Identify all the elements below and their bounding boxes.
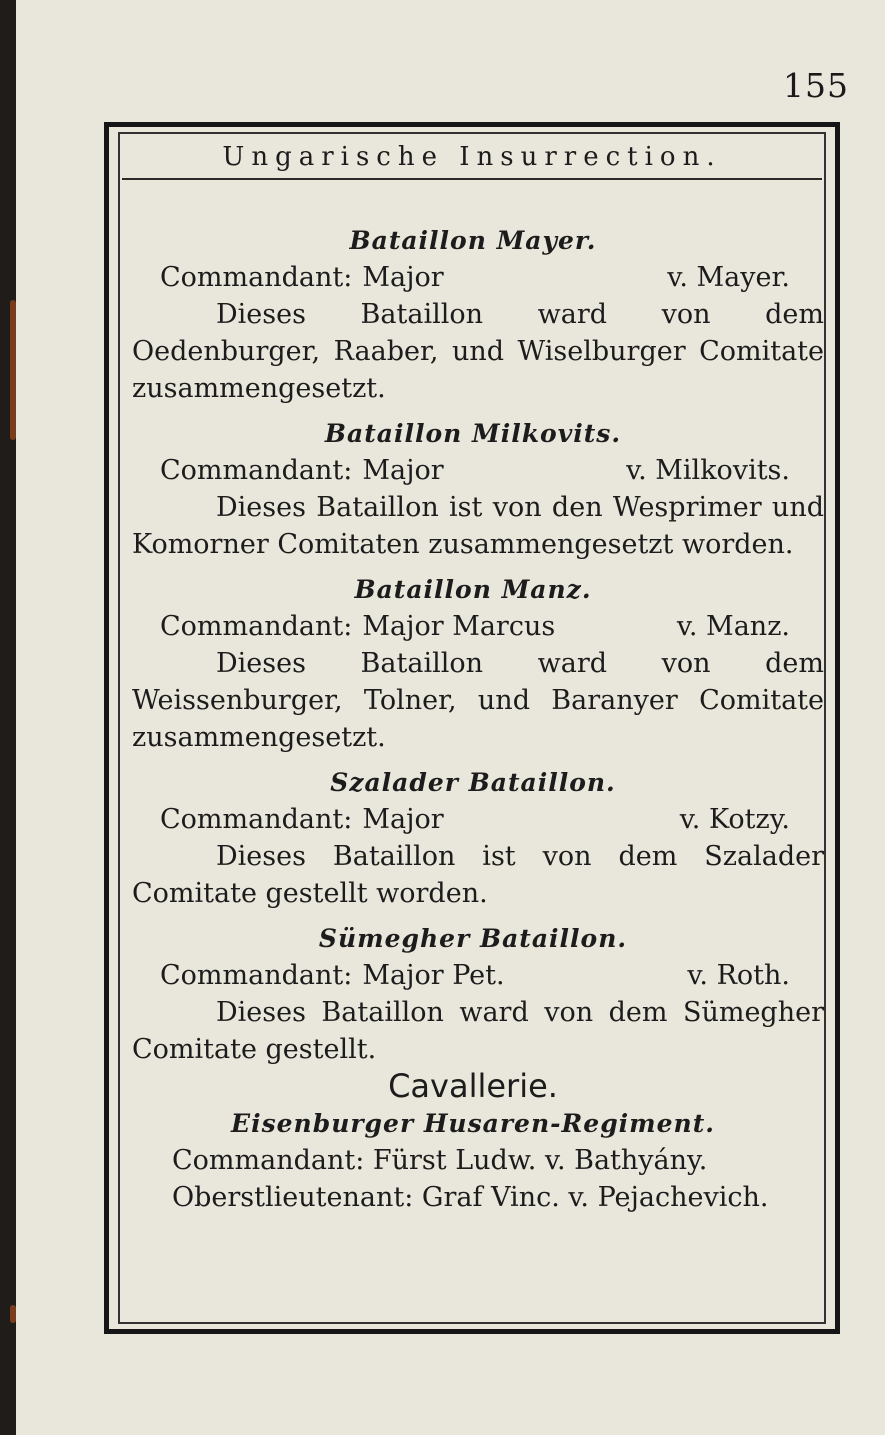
section-szalader-bataillon bbox=[120, 764, 826, 912]
section-text: Dieses Bataillon ist von den Wesprimer und Komorner Comitaten zusammengesetzt worden. bbox=[132, 492, 824, 560]
commandant-line bbox=[120, 801, 826, 838]
commandant-label: Commandant: bbox=[160, 960, 353, 991]
commandant-name: v. Milkovits. bbox=[626, 455, 790, 486]
commandant-label: Commandant: bbox=[160, 262, 353, 293]
commandant-rank: Major Marcus bbox=[362, 611, 556, 642]
commandant-rank: Major Pet. bbox=[362, 960, 505, 991]
commandant-label: Commandant: bbox=[160, 611, 353, 642]
page-number: 155 bbox=[783, 66, 849, 105]
commandant-rank: Major bbox=[362, 262, 444, 293]
commandant-line bbox=[120, 957, 826, 994]
commandant-line bbox=[120, 452, 826, 489]
commandant-name: v. Kotzy. bbox=[679, 804, 790, 835]
section-title: Bataillon Milkovits. bbox=[324, 419, 622, 448]
section-text: Dieses Bataillon ward von dem Weissenburger, Tolner, und Baranyer Comitate zusammengesetzt. bbox=[132, 648, 824, 753]
commandant-line bbox=[120, 608, 826, 645]
section-bataillon-manz bbox=[120, 571, 826, 756]
commandant-name: v. Manz. bbox=[676, 611, 790, 642]
cavallerie-commandant-line: Commandant: Fürst Ludw. v. Bathyány. bbox=[172, 1145, 708, 1176]
commandant-rank: Major bbox=[362, 455, 444, 486]
header-rule bbox=[122, 178, 822, 180]
section-title: Szalader Bataillon. bbox=[330, 768, 616, 797]
page-content bbox=[120, 222, 826, 1216]
section-title: Bataillon Manz. bbox=[354, 575, 592, 604]
oberstlieutenant-line: Oberstlieutenant: Graf Vinc. v. Pejachevich. bbox=[172, 1182, 769, 1213]
regiment-title: Eisenburger Husaren-Regiment. bbox=[231, 1109, 715, 1138]
section-title: Sümegher Bataillon. bbox=[318, 924, 628, 953]
section-text: Dieses Bataillon ist von dem Szalader Comitate gestellt worden. bbox=[132, 841, 824, 909]
commandant-rank: Major bbox=[362, 804, 444, 835]
section-bataillon-mayer bbox=[120, 222, 826, 407]
commandant-name: v. Roth. bbox=[687, 960, 790, 991]
commandant-label: Commandant: bbox=[160, 804, 353, 835]
running-head: Ungarische Insurrection. bbox=[222, 142, 722, 172]
section-text: Dieses Bataillon ward von dem Oedenburger, Raaber, und Wiselburger Comitate zusammengesetzt. bbox=[132, 299, 824, 404]
book-spine bbox=[0, 0, 16, 1435]
commandant-name: v. Mayer. bbox=[667, 262, 790, 293]
section-sumegher-bataillon bbox=[120, 920, 826, 1068]
section-bataillon-milkovits bbox=[120, 415, 826, 563]
cavallerie-heading: Cavallerie. bbox=[388, 1067, 558, 1105]
section-title: Bataillon Mayer. bbox=[349, 226, 597, 255]
section-text: Dieses Bataillon ward von dem Sümegher Comitate gestellt. bbox=[132, 997, 824, 1065]
commandant-label: Commandant: bbox=[160, 455, 353, 486]
commandant-line bbox=[120, 259, 826, 296]
